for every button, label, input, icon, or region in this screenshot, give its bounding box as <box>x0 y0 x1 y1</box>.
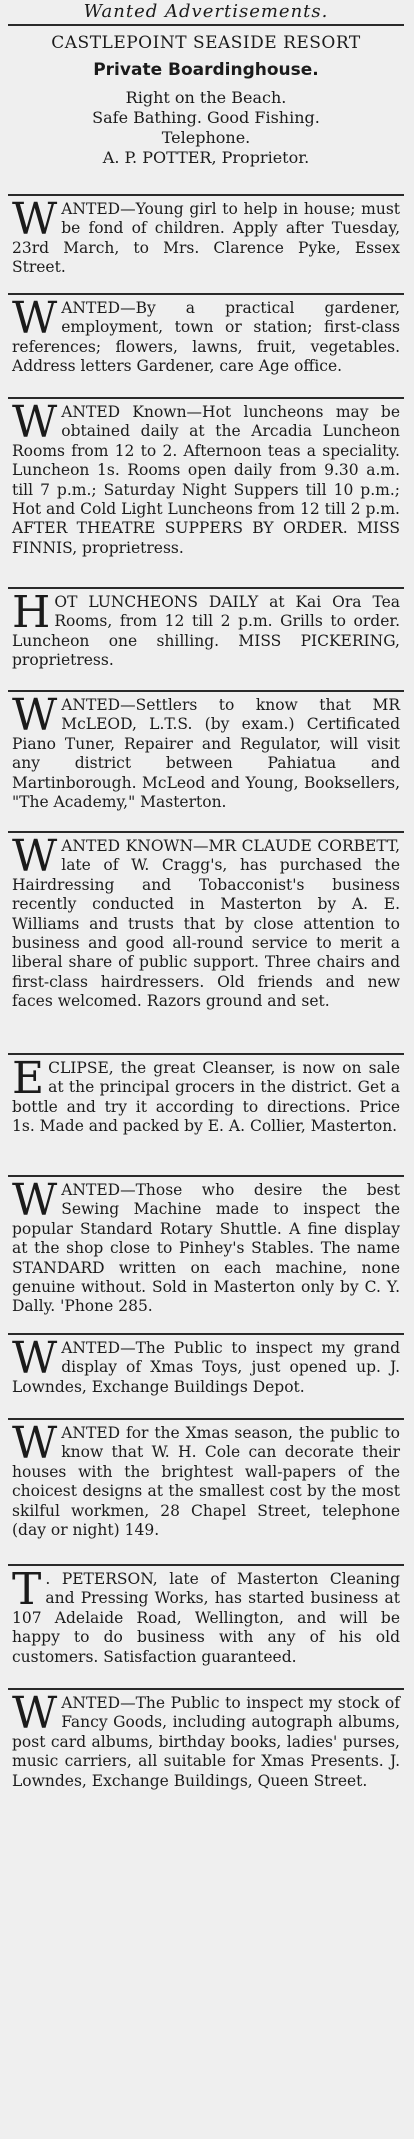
drop-cap: W <box>12 692 58 741</box>
ad-text: CLIPSE, the great Cleanser, is now on sale at the principal grocers in the district. Get a bottle and try it according to directions. Price 1s. Made and packed by E. A. Collier, Masterton. <box>12 1059 400 1136</box>
ad-text: ANTED—The Public to inspect my stock of Fancy Goods, including autograph albums, post card albums, birthday books, ladies' purses, music carriers, all suitable for Xmas Presents. J. Lowndes, Exchange Buildings, Queen Street. <box>12 1694 400 1790</box>
advertisement <box>8 692 404 833</box>
ad-text: ANTED Known—Hot luncheons may be obtained daily at the Arcadia Luncheon Rooms from 12 to 2. Afternoon teas a speciality. Luncheon 1s. Rooms open daily from 9.30 a.m. till 7 p.m.; Saturday Night Suppers till 10 p.m.; Hot and Cold Light Luncheons from 12 till 2 p.m. AFTER THEATRE SUPPERS BY ORDER. MISS FINNIS, proprietress. <box>12 403 400 557</box>
ad-text: ANTED—Young girl to help in house; must be fond of children. Apply after Tuesday, 23rd March, to Mrs. Clarence Pyke, Essex Street. <box>12 200 400 277</box>
ad-text: ANTED—The Public to inspect my grand display of Xmas Toys, just opened up. J. Lowndes, Exchange Buildings Depot. <box>12 1339 400 1396</box>
drop-cap: E <box>12 1055 45 1104</box>
advertisement <box>8 1335 404 1420</box>
advertisement-castlepoint <box>8 26 404 196</box>
drop-cap: W <box>12 399 58 448</box>
advertisement <box>8 833 404 1055</box>
drop-cap: T <box>12 1566 42 1615</box>
drop-cap: W <box>12 196 58 245</box>
ad-line: Safe Bathing. Good Fishing. <box>92 108 320 127</box>
advertisement <box>8 589 404 692</box>
drop-cap: W <box>12 295 58 344</box>
ad-title: CASTLEPOINT SEASIDE RESORT <box>51 33 361 53</box>
drop-cap: W <box>12 1335 58 1384</box>
drop-cap: W <box>12 1690 58 1739</box>
drop-cap: W <box>12 833 58 882</box>
advertisement <box>8 1690 404 1835</box>
ad-text: ANTED—Those who desire the best Sewing Machine made to inspect the popular Standard Rotary Shuttle. A fine display at the shop close to Pinhey's Stables. The name STANDARD written on each machine, none genuine without. Sold in Masterton only by C. Y. Dally. 'Phone 285. <box>12 1181 400 1316</box>
drop-cap: W <box>12 1420 58 1469</box>
ad-line: Right on the Beach. <box>125 88 287 107</box>
advertisement <box>8 1566 404 1690</box>
advertisement <box>8 1177 404 1335</box>
advertisement <box>8 399 404 589</box>
ad-subtitle: Private Boardinghouse. <box>93 60 319 80</box>
ad-line: Telephone. <box>161 128 251 147</box>
section-heading: Wanted Advertisements. <box>83 1 329 22</box>
drop-cap: W <box>12 1177 58 1226</box>
ad-text: ANTED KNOWN—MR CLAUDE CORBETT, late of W. Cragg's, has purchased the Hairdressing and Tobacconist's business recently conducted in Masterton by A. E. Williams and trusts that by close attention to business and good all-round service to merit a liberal share of public support. Three chairs and first-class hairdressers. Old friends and new faces welcomed. Razors ground and set. <box>12 837 400 1011</box>
drop-cap: H <box>12 589 51 638</box>
ad-line: A. P. POTTER, Proprietor. <box>102 148 310 167</box>
ad-text: ANTED for the Xmas season, the public to know that W. H. Cole can decorate their houses with the brightest wall-papers of the choicest designs at the smallest cost by the most skilful workmen, 28 Chapel Street, telephone (day or night) 149. <box>12 1424 400 1540</box>
ad-text: . PETERSON, late of Masterton Cleaning and Pressing Works, has started business at 107 Adelaide Road, Wellington, and will be happy to do business with any of his old customers. Satisfaction guaranteed. <box>12 1570 400 1666</box>
advertisement <box>8 295 404 399</box>
ad-text: ANTED—Settlers to know that MR McLEOD, L.T.S. (by exam.) Certificated Piano Tuner, Repairer and Regulator, will visit any district between Pahiatua and Martinborough. McLeod and Young, Booksellers, "The Academy," Masterton. <box>12 696 400 812</box>
ad-text: OT LUNCHEONS DAILY at Kai Ora Tea Rooms, from 12 till 2 p.m. Grills to order. Luncheon one shilling. MISS PICKERING, proprietress. <box>12 593 400 670</box>
advertisement <box>8 1055 404 1177</box>
advertisement <box>8 1420 404 1566</box>
advertisement <box>8 196 404 295</box>
ad-text: ANTED—By a practical gardener, employment, town or station; first-class references; flowers, lawns, fruit, vegetables. Address letters Gardener, care Age office. <box>12 299 400 376</box>
